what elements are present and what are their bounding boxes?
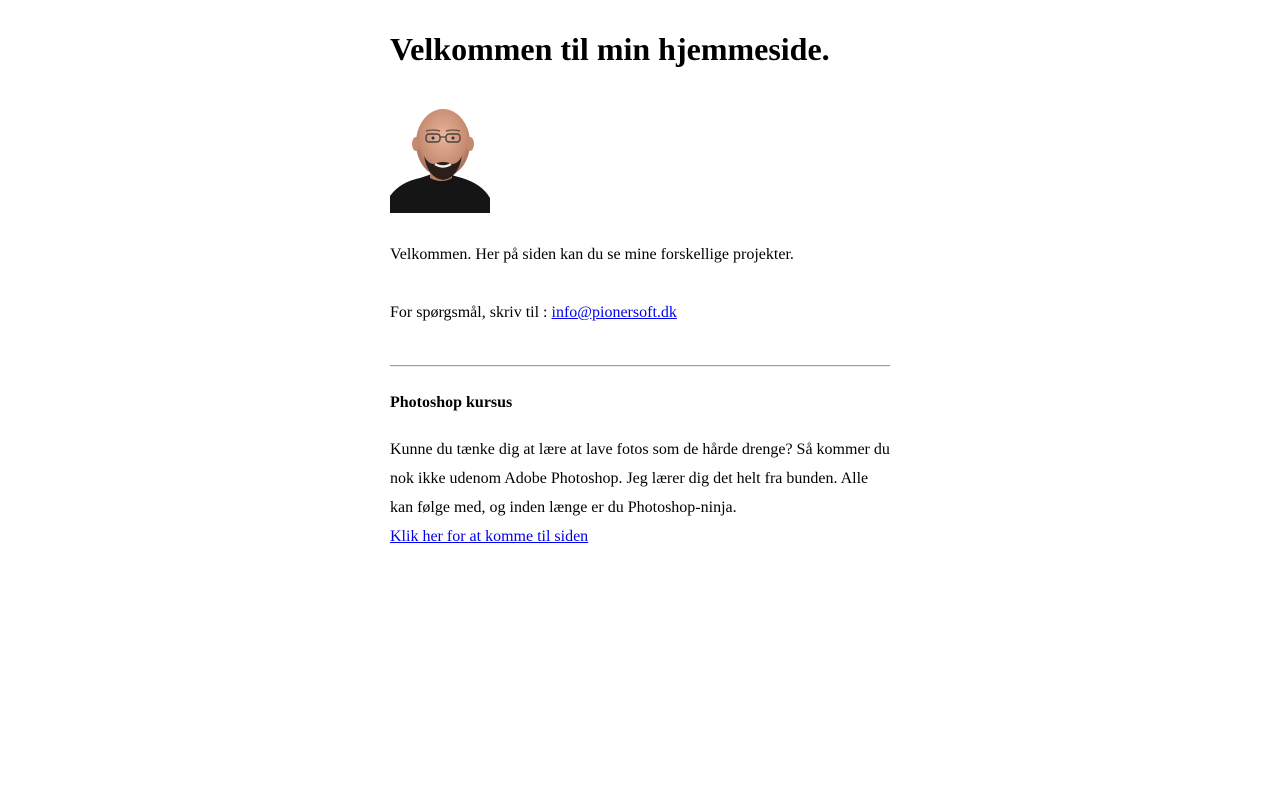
section-title-photoshop: Photoshop kursus [390, 394, 513, 411]
photoshop-page-link[interactable]: Klik her for at komme til siden [390, 528, 589, 545]
section-divider [390, 365, 890, 367]
page-content [390, 0, 890, 551]
welcome-text: Velkommen. Her på siden kan du se mine forskellige projekter. [390, 246, 794, 263]
contact-email-link[interactable]: info@pionersoft.dk [551, 304, 677, 321]
section-description-photoshop: Kunne du tænke dig at lære at lave fotos som de hårde drenge? Så kommer du nok ikke udenom Adobe Photoshop. Jeg lærer dig det helt fra bunden. Alle kan følge med, og inden længe er du Photoshop-ninja. [390, 441, 890, 516]
page-title: Velkommen til min hjemmeside. [390, 31, 830, 67]
contact-line [390, 304, 890, 322]
portrait-photo-icon [390, 98, 490, 213]
contact-prefix: For spørgsmål, skriv til : [390, 304, 552, 321]
